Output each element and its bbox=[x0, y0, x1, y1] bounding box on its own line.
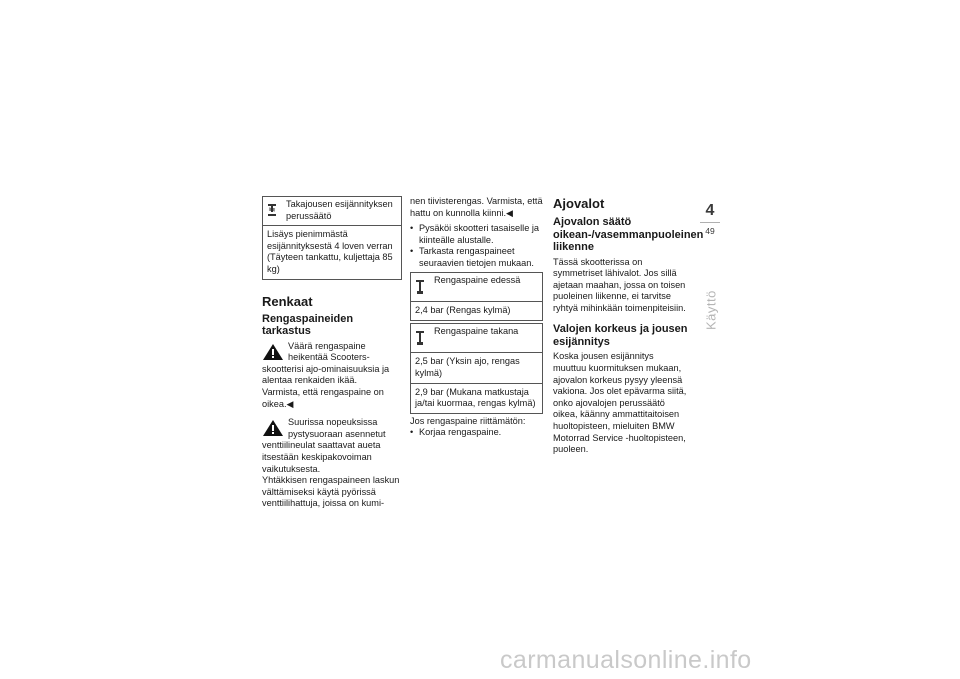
spec-row: Lisäys pienimmästä esijännityksestä 4 loven verran (Täyteen tankattu, kuljettaja 85 kg) bbox=[263, 225, 401, 278]
warning-block bbox=[262, 417, 402, 475]
spec-box-rear-pressure bbox=[410, 323, 543, 414]
section-heading-tires: Renkaat bbox=[262, 293, 313, 309]
warning-follow-text: Varmista, että rengaspaine on oikea.◀ bbox=[262, 386, 384, 409]
tire-pressure-icon bbox=[414, 275, 434, 299]
shock-absorber-icon bbox=[266, 199, 286, 221]
column-left bbox=[262, 196, 402, 510]
subheading-tire-pressure: Rengaspaineiden tarkastus bbox=[262, 312, 354, 338]
spec-box-front-pressure bbox=[410, 272, 543, 321]
spec-header-text: Takajousen esijännityksen perussäätö bbox=[286, 199, 393, 221]
subheading-traffic-side: Ajovalon säätö oikean-/vasemmanpuoleinen liikenne bbox=[553, 216, 704, 253]
spec-header bbox=[411, 324, 542, 353]
spec-header-text: Rengaspaine takana bbox=[434, 325, 519, 336]
page-number: 49 bbox=[705, 226, 715, 236]
instruction-list bbox=[410, 223, 543, 269]
section-heading-headlights: Ajovalot bbox=[553, 196, 605, 211]
spec-row: 2,4 bar (Rengas kylmä) bbox=[411, 301, 542, 320]
warning-text: Väärä rengaspaine heikentää Scooters-skootterisi ajo-ominaisuuksia ja alentaa renkaiden ikää. bbox=[262, 340, 390, 386]
warning-icon bbox=[262, 343, 284, 361]
column-right bbox=[553, 196, 704, 456]
outro-text: Jos rengaspaine riittämätön: bbox=[410, 415, 526, 426]
warning-follow-text: Yhtäkkisen rengaspaineen laskun välttämiseksi käytä pyörissä venttiilihattuja, joissa on kumi- bbox=[262, 475, 400, 509]
chapter-number: 4 bbox=[705, 202, 715, 219]
spec-box-rear-spring bbox=[262, 196, 402, 280]
spec-header bbox=[411, 273, 542, 302]
spec-header-text: Rengaspaine edessä bbox=[434, 274, 521, 285]
section-side-label: Käyttö bbox=[703, 290, 719, 330]
column-middle bbox=[410, 196, 543, 439]
paragraph: Tässä skootterissa on symmetriset lähivalot. Jos sillä ajetaan maahan, jossa on toisen puoleinen liikenne, ei tarvitse ryhtyä mihinkään toimenpiteisiin. bbox=[553, 256, 686, 313]
continued-text: nen tiivisterengas. Varmista, että hattu on kunnolla kiinni.◀ bbox=[410, 196, 543, 218]
warning-icon bbox=[262, 419, 284, 437]
subheading-beam-height: Valojen korkeus ja jousen esijännitys bbox=[553, 323, 688, 348]
warning-block bbox=[262, 341, 402, 387]
spec-row: 2,9 bar (Mukana matkustaja ja/tai kuormaa, rengas kylmä) bbox=[411, 383, 542, 413]
outro-list bbox=[410, 427, 543, 439]
spec-row: 2,5 bar (Yksin ajo, rengas kylmä) bbox=[411, 352, 542, 382]
spec-header bbox=[263, 197, 401, 225]
list-item: • Tarkasta rengaspaineet seuraavien tietojen mukaan. bbox=[410, 246, 543, 269]
list-item: • Korjaa rengaspaine. bbox=[410, 427, 543, 439]
tire-pressure-icon bbox=[414, 326, 434, 350]
paragraph: Koska jousen esijännitys muuttuu kuormituksen mukaan, ajovalon korkeus pysyy yleensä vakiona. Jos olet epävarma siitä, onko ajovalojen perussäätö oikea, käänny ammattitaitoisen huoltopisteen, mieluiten BMW Motorrad Service -huoltopisteen, puoleen. bbox=[553, 351, 687, 455]
list-item: • Pysäköi skootteri tasaiselle ja kiinteälle alustalle. bbox=[410, 223, 543, 246]
warning-text: Suurissa nopeuksissa pystysuoraan asennetut venttiilineulat saattavat aueta itsestään keskipakovoiman vaikutuksesta. bbox=[262, 417, 386, 474]
watermark: carmanualsonline.info bbox=[500, 646, 752, 674]
divider bbox=[700, 222, 720, 223]
